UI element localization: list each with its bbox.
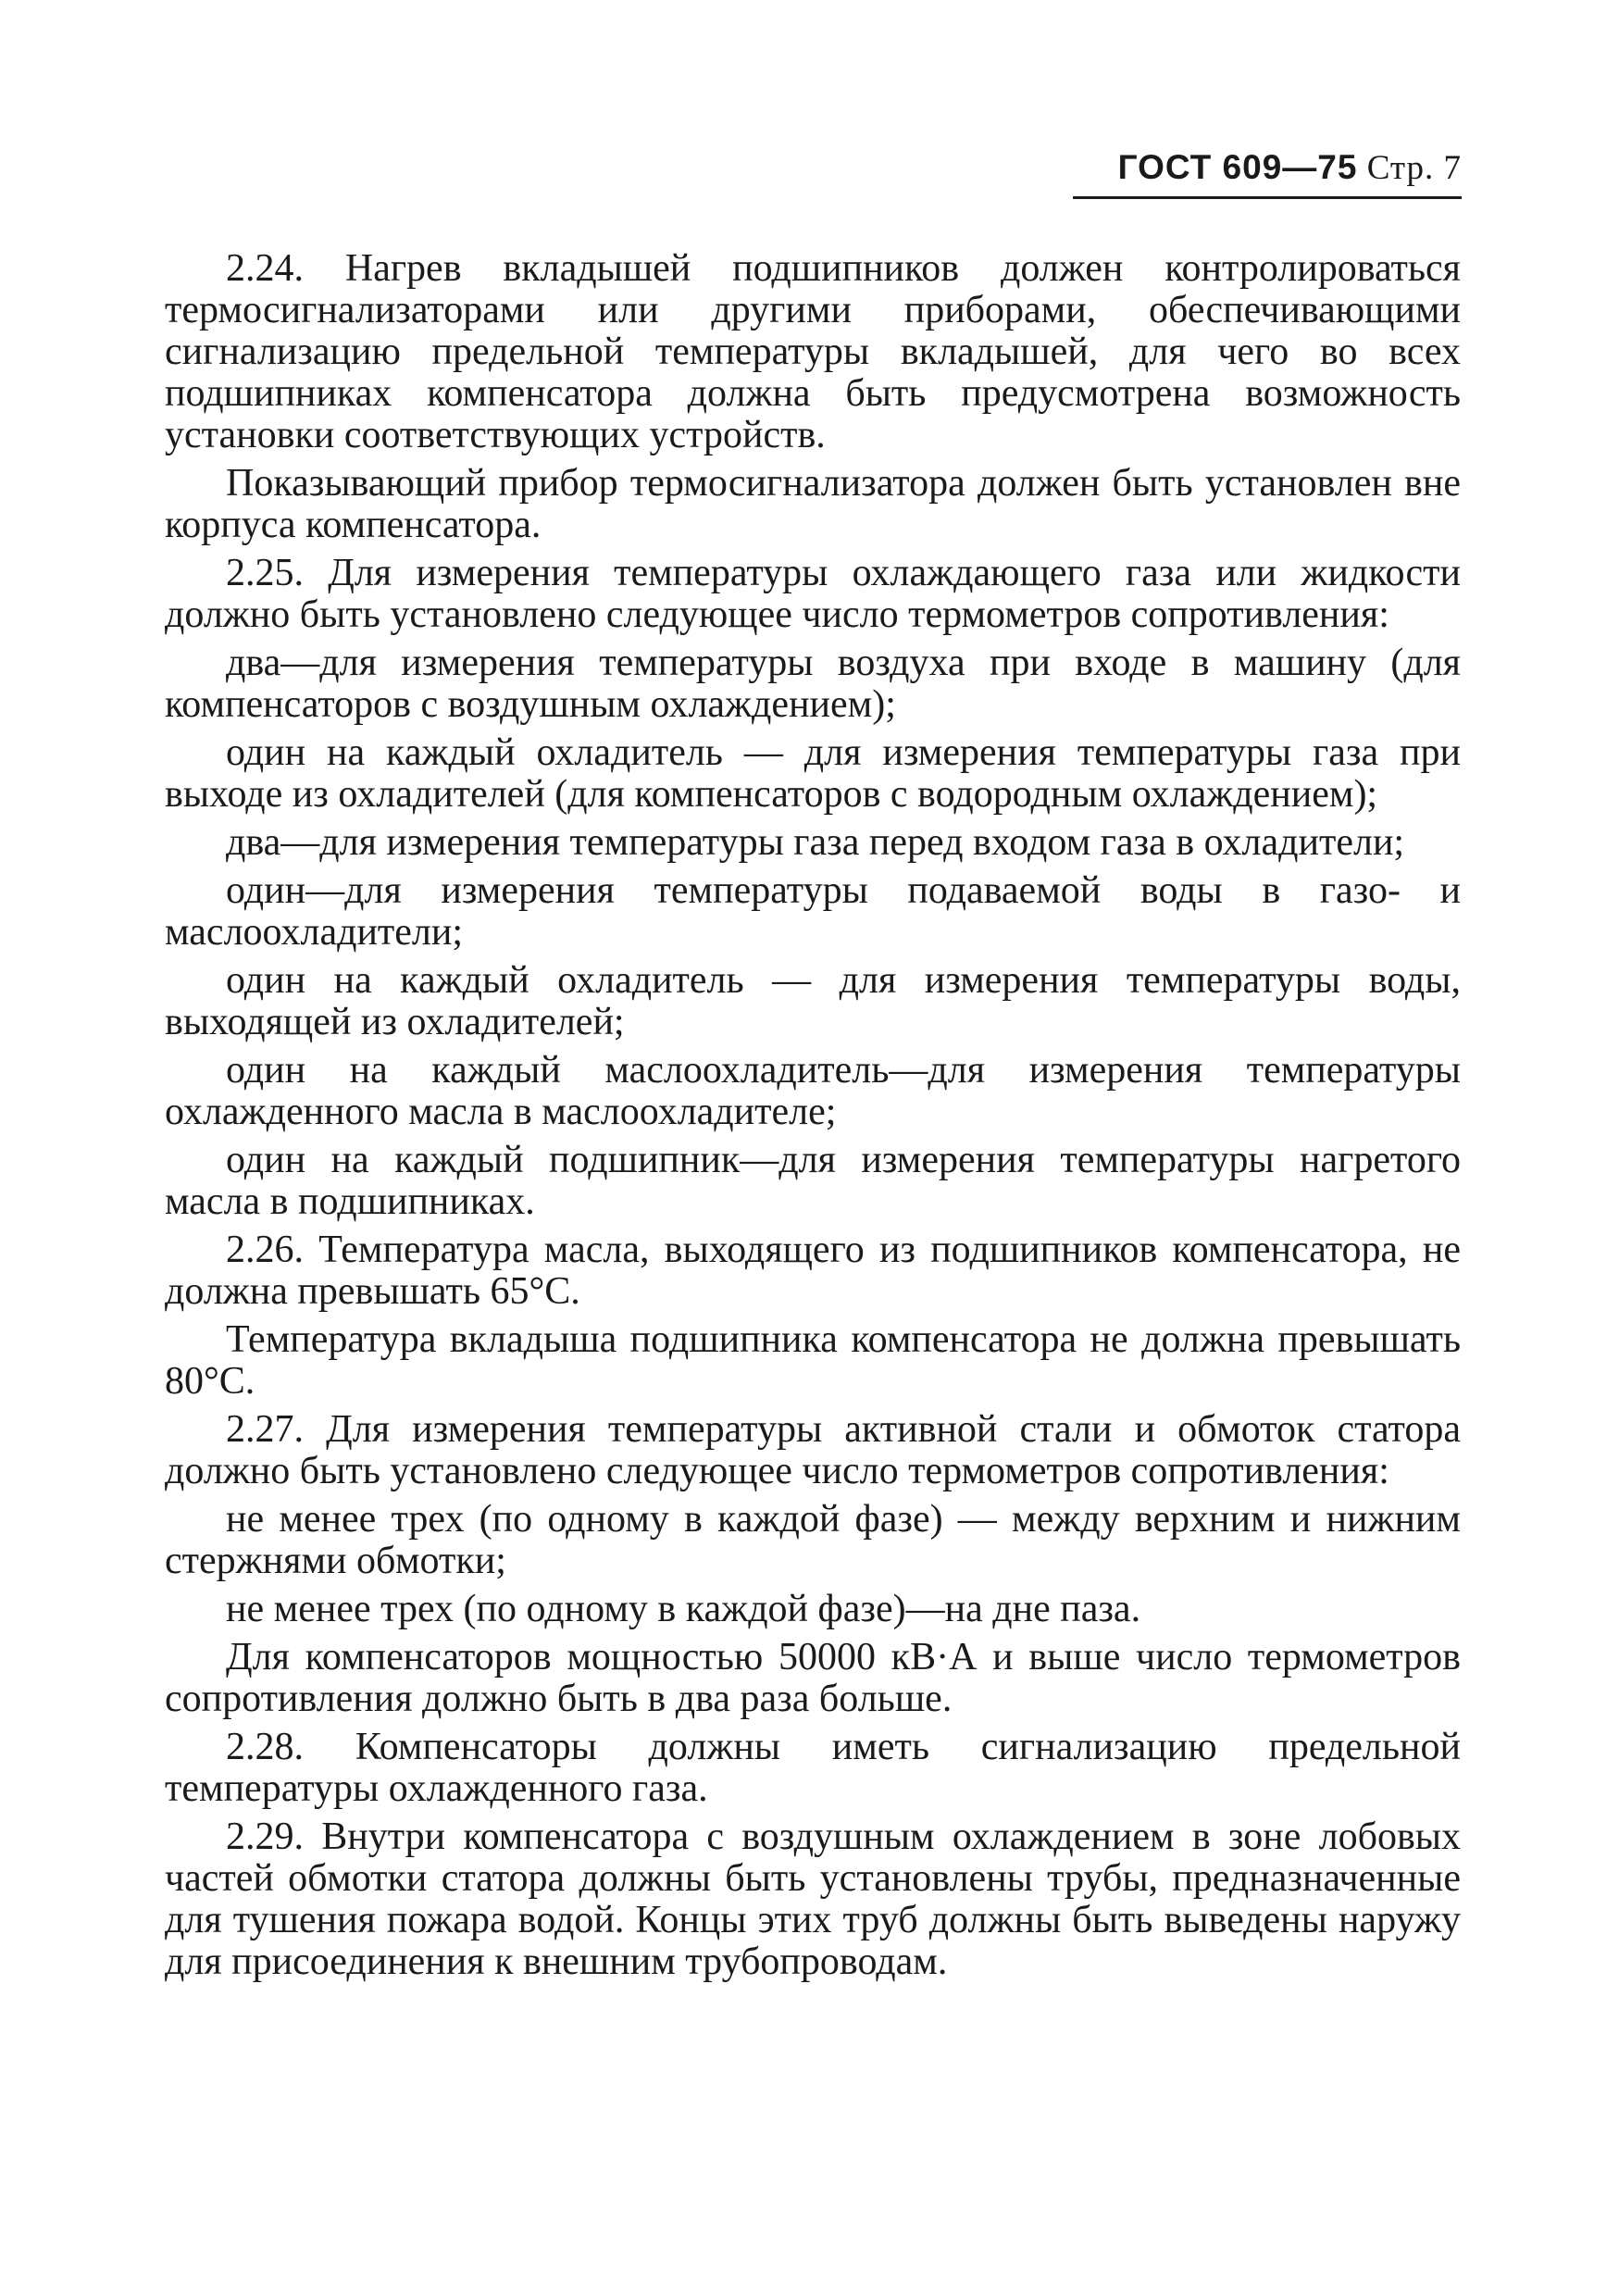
clause-2-25: 2.25. Для измерения температуры охлаждающего газа или жидкости должно быть установлено следующее число термометров сопротивления: (165, 552, 1461, 636)
list-item: два—для измерения температуры воздуха при входе в машину (для компенсаторов с воздушным охлаждением); (165, 642, 1461, 726)
clause-2-26: 2.26. Температура масла, выходящего из подшипников компенсатора, не должна превышать 65°С. (165, 1229, 1461, 1313)
list-item: один на каждый охладитель — для измерения температуры воды, выходящей из охладителей; (165, 959, 1461, 1043)
clause-2-28: 2.28. Компенсаторы должны иметь сигнализацию предельной температуры охлажденного газа. (165, 1726, 1461, 1810)
header-rule (1073, 196, 1462, 199)
clause-2-24: 2.24. Нагрев вкладышей подшипников должен контролироваться термосигнализаторами или другими приборами, обеспечивающими сигнализацию предельной температуры вкладышей, для чего во всех подшипниках компенсатора должна быть предусмотрена возможность установки соответствующих устройств. (165, 247, 1461, 456)
list-item: два—для измерения температуры газа перед входом газа в охладители; (226, 821, 1405, 864)
list-item: не менее трех (по одному в каждой фазе)—на дне паза. (226, 1588, 1141, 1630)
page-header (1118, 148, 1462, 188)
clause-2-29: 2.29. Внутри компенсатора с воздушным охлаждением в зоне лобовых частей обмотки статора должны быть установлены трубы, предназначенные для тушения пожара водой. Концы этих труб должны быть выведены наружу для присоединения к внешним трубопроводам. (165, 1816, 1461, 1983)
paragraph: Для компенсаторов мощностью 50000 кВ·А и выше число термометров сопротивления должно быть в два раза больше. (165, 1636, 1461, 1720)
list-item: один на каждый охладитель — для измерения температуры газа при выходе из охладителей (для компенсаторов с водородным охлаждением); (165, 731, 1461, 816)
document-body (165, 248, 1461, 1990)
list-item: один—для измерения температуры подаваемой воды в газо- и маслоохладители; (165, 869, 1461, 954)
page-number: Стр. 7 (1366, 149, 1462, 187)
list-item: один на каждый подшипник—для измерения температуры нагретого масла в подшипниках. (165, 1139, 1461, 1223)
list-item: один на каждый маслоохладитель—для измерения температуры охлажденного масла в маслоохладителе; (165, 1049, 1461, 1133)
list-item: не менее трех (по одному в каждой фазе) — между верхним и нижним стержнями обмотки; (165, 1498, 1461, 1582)
paragraph: Температура вкладыша подшипника компенсатора не должна превышать 80°С. (165, 1318, 1461, 1403)
clause-2-27: 2.27. Для измерения температуры активной стали и обмоток статора должно быть установлено следующее число термометров сопротивления: (165, 1408, 1461, 1492)
standard-code: ГОСТ 609—75 (1117, 148, 1358, 186)
paragraph: Показывающий прибор термосигнализатора должен быть установлен вне корпуса компенсатора. (165, 462, 1461, 546)
